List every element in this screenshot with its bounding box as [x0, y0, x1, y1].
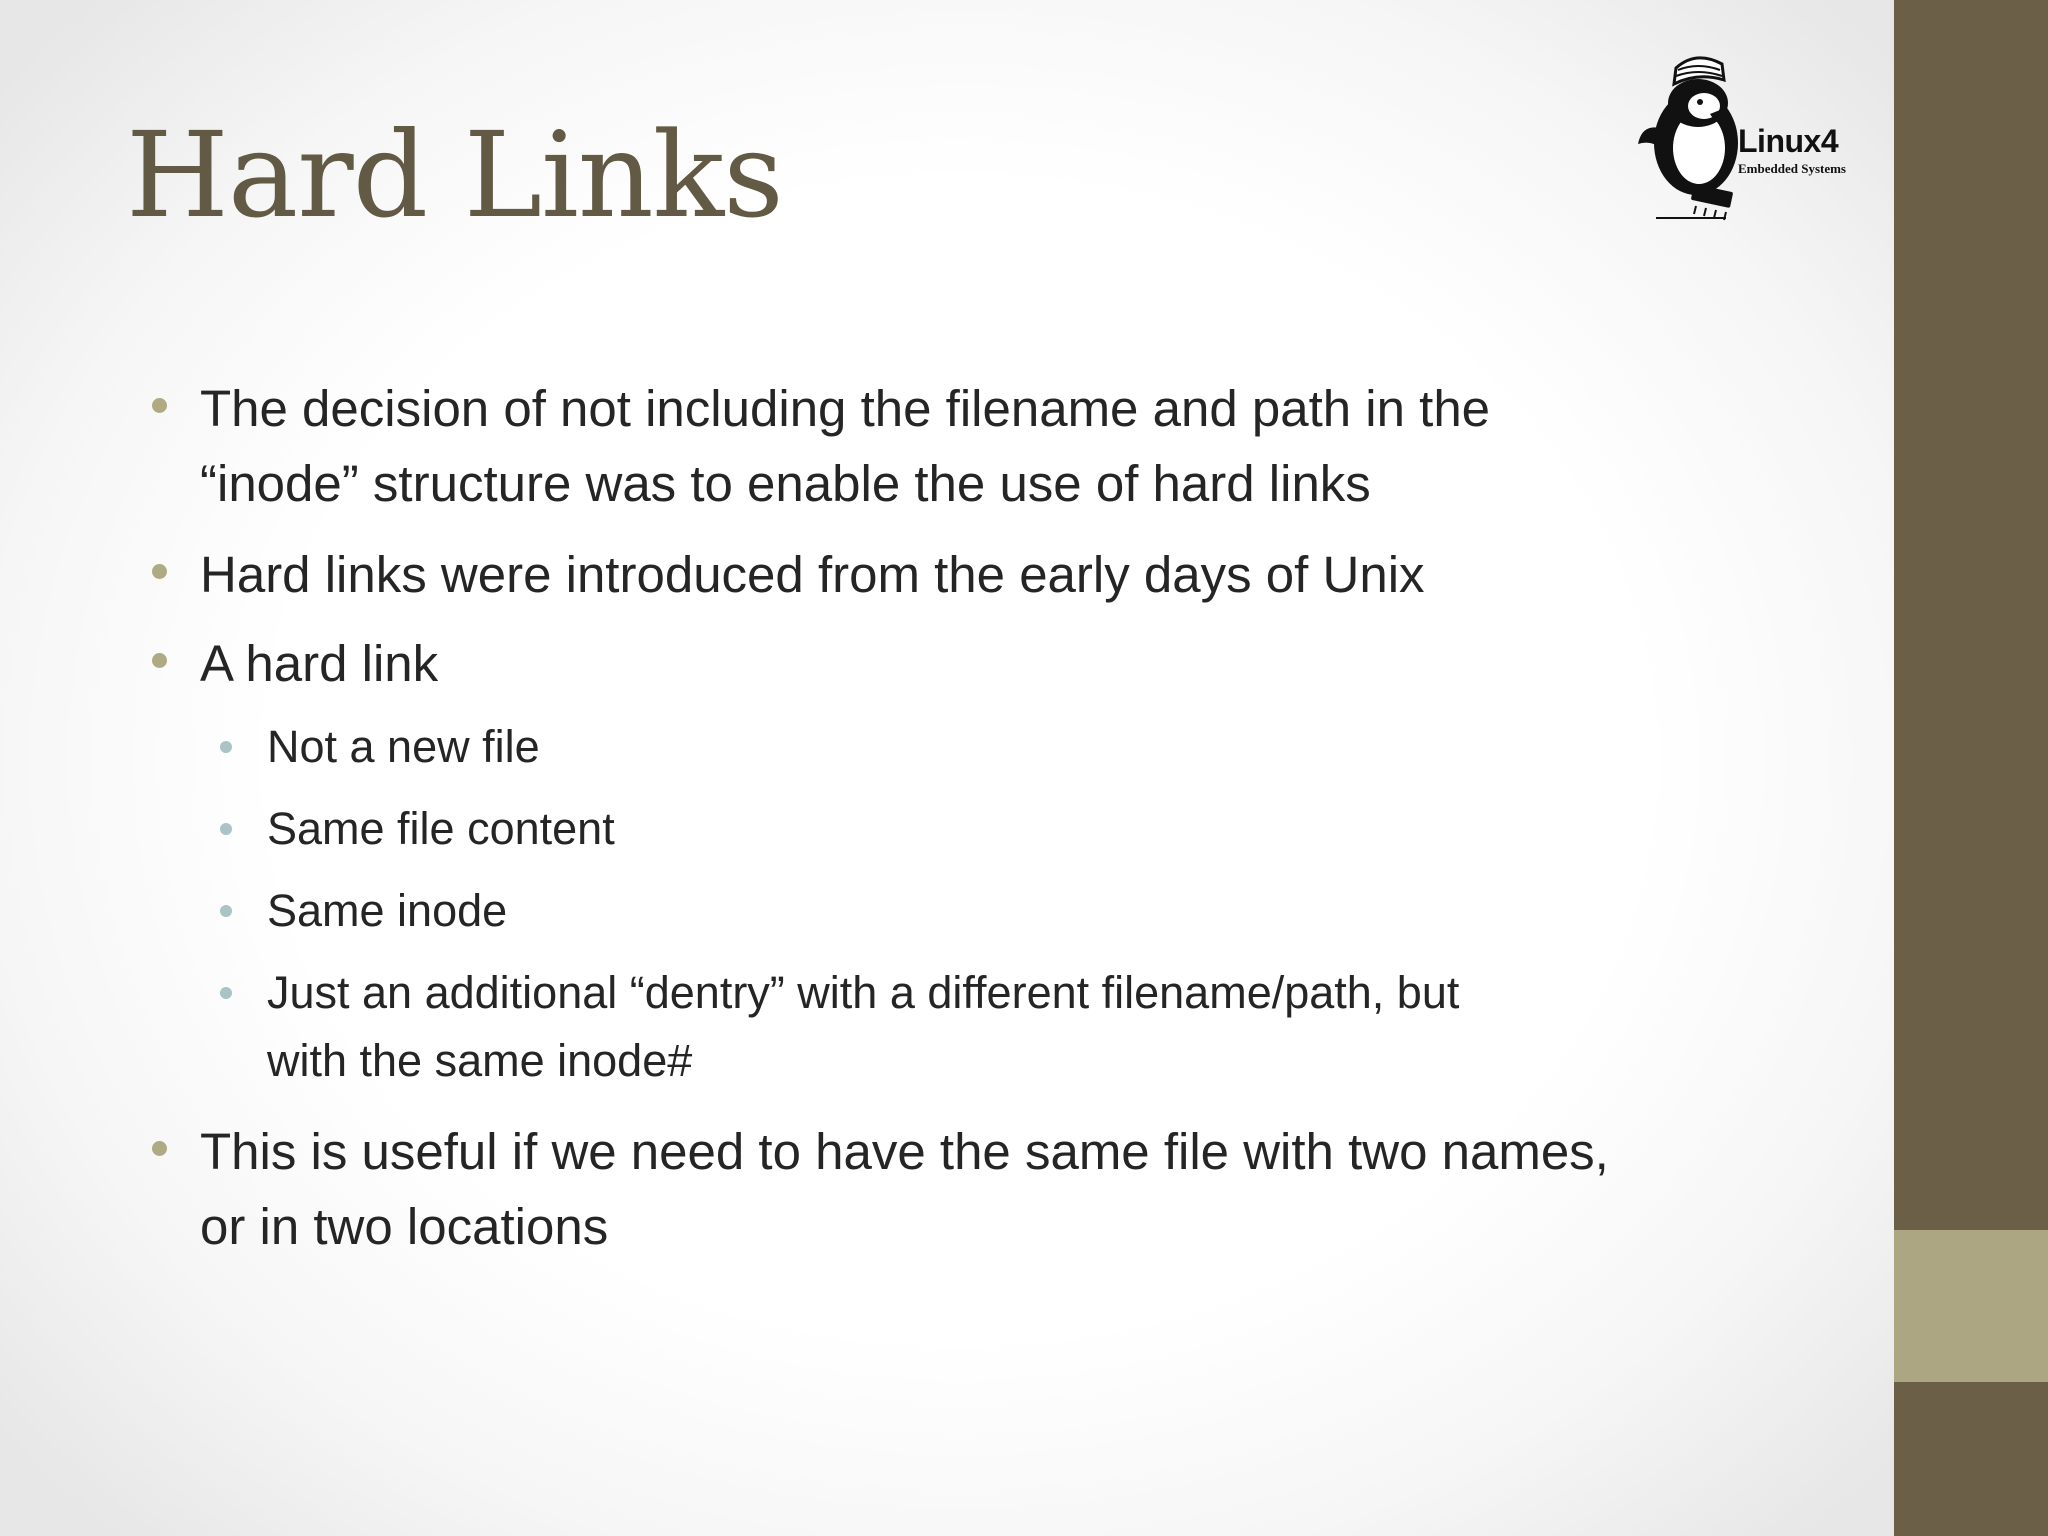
sidebar-accent-block: [1894, 1230, 2048, 1382]
slide-title: Hard Links: [126, 106, 783, 244]
bullet-dot-icon: [152, 564, 167, 579]
bullet-text-line: A hard link: [200, 635, 439, 692]
logo-wordmark: Linux4: [1738, 123, 1839, 159]
sub-bullet-dot-icon: [220, 741, 232, 753]
bullet-text-line: Not a new file: [267, 721, 540, 772]
bullet-dot-icon: [152, 653, 167, 668]
bullet-text-line: This is useful if we need to have the same file with two names,: [200, 1123, 1609, 1180]
bullet-text-line: Same inode: [267, 885, 508, 936]
sub-bullet-dot-icon: [220, 987, 232, 999]
bullet-text-line: or in two locations: [200, 1198, 609, 1255]
bullet-text-line: Same file content: [267, 803, 615, 854]
bullet-text-line: with the same inode#: [267, 1035, 693, 1086]
bullet-dot-icon: [152, 398, 167, 413]
sub-bullet-dot-icon: [220, 905, 232, 917]
bullet-text-line: Just an additional “dentry” with a different filename/path, but: [267, 967, 1460, 1018]
logo-tagline: Embedded Systems: [1738, 161, 1846, 176]
bullet-text-line: The decision of not including the filename and path in the: [200, 380, 1491, 437]
bullet-dot-icon: [152, 1141, 167, 1156]
bullet-text-line: “inode” structure was to enable the use of hard links: [200, 455, 1371, 512]
bullet-text-line: Hard links were introduced from the early days of Unix: [200, 546, 1425, 603]
sub-bullet-dot-icon: [220, 823, 232, 835]
linux4-logo: [1626, 48, 1866, 226]
